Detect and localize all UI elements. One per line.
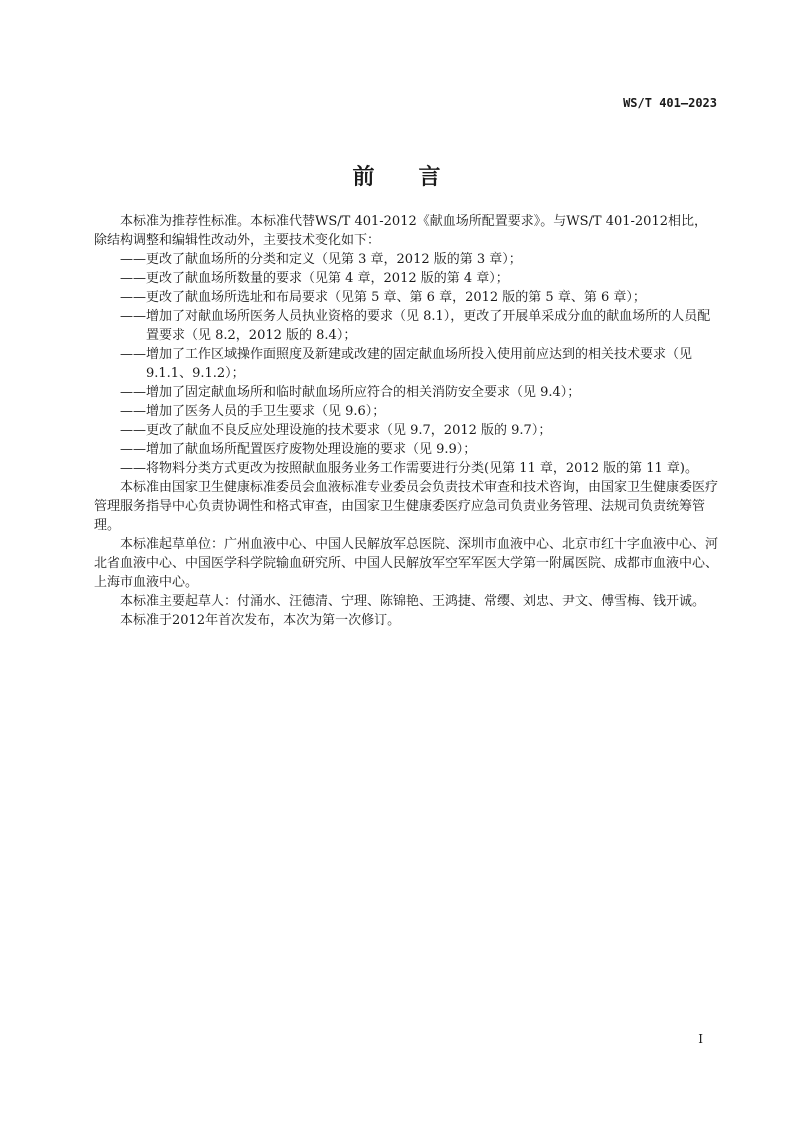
list-item-text: 增加了对献血场所医务人员执业资格的要求（见 8.1），更改了开展单采成分血的献血场所的人员配置要求（见 8.2，2012 版的 8.4）； xyxy=(146,309,711,343)
list-item xyxy=(94,250,718,269)
change-list xyxy=(94,250,718,478)
dash-marker: —— xyxy=(120,309,146,324)
foreword-body xyxy=(94,212,718,630)
list-item xyxy=(94,421,718,440)
list-item-text: 增加了固定献血场所和临时献血场所应符合的相关消防安全要求（见 9.4）； xyxy=(146,385,581,400)
dash-marker: —— xyxy=(120,461,146,476)
dash-marker: —— xyxy=(120,252,146,267)
dash-marker: —— xyxy=(120,404,146,419)
intro-paragraph: 本标准为推荐性标准。本标准代替WS/T 401-2012《献血场所配置要求》。与WS/T 401-2012相比，除结构调整和编辑性改动外，主要技术变化如下： xyxy=(94,214,707,248)
list-item xyxy=(94,345,718,383)
list-item-text: 更改了献血场所的分类和定义（见第 3 章，2012 版的第 3 章）； xyxy=(146,252,522,267)
list-item-text: 更改了献血场所数量的要求（见第 4 章，2012 版的第 4 章）； xyxy=(146,271,509,286)
dash-marker: —— xyxy=(120,442,146,457)
list-item-text: 更改了献血不良反应处理设施的技术要求（见 9.7，2012 版的 9.7）； xyxy=(146,423,552,438)
list-item-text: 更改了献血场所选址和布局要求（见第 5 章、第 6 章，2012 版的第 5 章、第 6 章）； xyxy=(146,290,646,305)
dash-marker: —— xyxy=(120,290,146,305)
dash-marker: —— xyxy=(120,385,146,400)
list-item-text: 增加了工作区域操作面照度及新建或改建的固定献血场所投入使用前应达到的相关技术要求（见 9.1.1、9.1.2）； xyxy=(146,347,693,381)
committee-paragraph: 本标准由国家卫生健康标准委员会血液标准专业委员会负责技术审查和技术咨询，由国家卫生健康委医疗管理服务指导中心负责协调性和格式审查，由国家卫生健康委医疗应急司负责业务管理、法规司负责统筹管理。 xyxy=(94,480,719,533)
list-item xyxy=(94,459,718,478)
list-item-text: 增加了献血场所配置医疗废物处理设施的要求（见 9.9）； xyxy=(146,442,477,457)
dash-marker: —— xyxy=(120,271,146,286)
list-item xyxy=(94,269,718,288)
page-title: 前言 xyxy=(352,165,485,190)
list-item xyxy=(94,307,718,345)
dash-marker: —— xyxy=(120,423,146,438)
list-item xyxy=(94,440,718,459)
list-item xyxy=(94,288,718,307)
history-paragraph: 本标准于2012年首次发布，本次为第一次修订。 xyxy=(120,613,401,628)
drafting-units-paragraph: 本标准起草单位：广州血液中心、中国人民解放军总医院、深圳市血液中心、北京市红十字血液中心、河北省血液中心、中国医学科学院输血研究所、中国人民解放军空军军医大学第一附属医院、成都市血液中心、上海市血液中心。 xyxy=(94,537,719,590)
dash-marker: —— xyxy=(120,347,146,362)
list-item-text: 增加了医务人员的手卫生要求（见 9.6）； xyxy=(146,404,386,419)
list-item xyxy=(94,402,718,421)
list-item xyxy=(94,383,718,402)
document-code: WS/T 401—2023 xyxy=(623,96,717,110)
page-number: I xyxy=(698,1032,703,1046)
list-item-text: 将物料分类方式更改为按照献血服务业务工作需要进行分类(见第 11 章，2012 版的第 11 章)。 xyxy=(146,461,698,476)
drafters-paragraph: 本标准主要起草人：付涌水、汪德清、宁理、陈锦艳、王鸿捷、常缨、刘忠、尹文、傅雪梅、钱开诚。 xyxy=(120,594,706,609)
